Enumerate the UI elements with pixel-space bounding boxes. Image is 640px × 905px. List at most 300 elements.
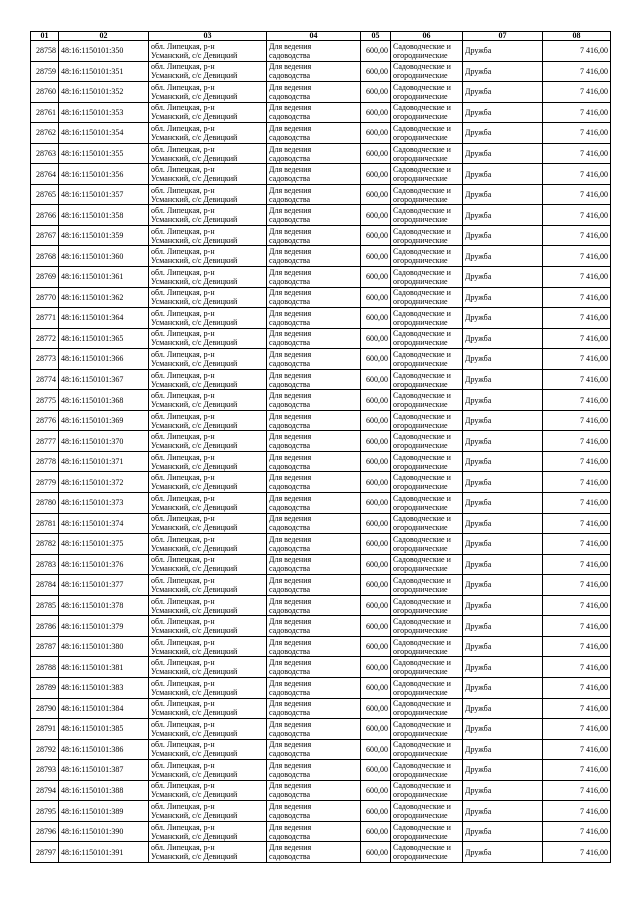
permitted-use-line-1: Для ведения xyxy=(269,452,312,462)
permitted-use-line-1: Для ведения xyxy=(269,637,312,647)
column-header-01: 01 xyxy=(31,32,59,41)
category-cell xyxy=(391,677,463,698)
cadastral-value-cell: 7 416,00 xyxy=(543,493,611,514)
permitted-use-line-1: Для ведения xyxy=(269,534,312,544)
permitted-use-line-2: садоводства xyxy=(269,174,311,184)
cadastral-value-cell: 7 416,00 xyxy=(543,328,611,349)
cadastral-number-cell: 48:16:1150101:371 xyxy=(59,451,149,472)
address-line-2: Усманский, с/с Девицкий xyxy=(151,769,238,779)
permitted-use-cell xyxy=(267,575,361,596)
address-line-1: обл. Липецкая, р-н xyxy=(151,473,215,483)
association-name-cell: Дружба xyxy=(463,184,543,205)
category-cell xyxy=(391,246,463,267)
category-cell xyxy=(391,760,463,781)
cadastral-number-cell: 48:16:1150101:351 xyxy=(59,61,149,82)
address-line-2: Усманский, с/с Девицкий xyxy=(151,215,238,225)
cadastral-value-cell: 7 416,00 xyxy=(543,575,611,596)
address-line-1: обл. Липецкая, р-н xyxy=(151,411,215,421)
category-cell xyxy=(391,657,463,678)
permitted-use-cell xyxy=(267,616,361,637)
category-line-1: Садоводческие и xyxy=(393,822,451,832)
address-line-2: Усманский, с/с Девицкий xyxy=(151,605,238,615)
category-line-1: Садоводческие и xyxy=(393,596,451,606)
permitted-use-cell xyxy=(267,41,361,62)
row-number-cell: 28778 xyxy=(31,451,59,472)
permitted-use-cell xyxy=(267,472,361,493)
permitted-use-line-1: Для ведения xyxy=(269,267,312,277)
cadastral-value-cell: 7 416,00 xyxy=(543,513,611,534)
category-line-1: Садоводческие и xyxy=(393,144,451,154)
table-row xyxy=(31,225,611,246)
cadastral-number-cell: 48:16:1150101:391 xyxy=(59,842,149,863)
permitted-use-line-1: Для ведения xyxy=(269,822,312,832)
category-line-2: огороднические xyxy=(393,523,448,533)
cadastral-value-cell: 7 416,00 xyxy=(543,143,611,164)
address-line-2: Усманский, с/с Девицкий xyxy=(151,174,238,184)
address-cell xyxy=(149,164,267,185)
table-row xyxy=(31,780,611,801)
permitted-use-line-1: Для ведения xyxy=(269,185,312,195)
permitted-use-line-2: садоводства xyxy=(269,728,311,738)
cadastral-value-cell: 7 416,00 xyxy=(543,780,611,801)
permitted-use-line-2: садоводства xyxy=(269,502,311,512)
cadastral-value-cell: 7 416,00 xyxy=(543,102,611,123)
area-cell: 600,00 xyxy=(361,390,391,411)
cadastral-value-cell: 7 416,00 xyxy=(543,184,611,205)
category-cell xyxy=(391,61,463,82)
permitted-use-line-1: Для ведения xyxy=(269,575,312,585)
cadastral-value-cell: 7 416,00 xyxy=(543,657,611,678)
category-line-2: огороднические xyxy=(393,71,448,81)
table-row xyxy=(31,575,611,596)
row-number-cell: 28792 xyxy=(31,739,59,760)
area-cell: 600,00 xyxy=(361,575,391,596)
table-row xyxy=(31,123,611,144)
column-header-04: 04 xyxy=(267,32,361,41)
category-line-2: огороднические xyxy=(393,605,448,615)
cadastral-value-cell: 7 416,00 xyxy=(543,821,611,842)
category-line-1: Садоводческие и xyxy=(393,247,451,257)
category-line-2: огороднические xyxy=(393,502,448,512)
cadastral-number-cell: 48:16:1150101:367 xyxy=(59,369,149,390)
cadastral-number-cell: 48:16:1150101:355 xyxy=(59,143,149,164)
permitted-use-cell xyxy=(267,205,361,226)
address-line-1: обл. Липецкая, р-н xyxy=(151,432,215,442)
cadastral-value-cell: 7 416,00 xyxy=(543,82,611,103)
area-cell: 600,00 xyxy=(361,554,391,575)
address-cell xyxy=(149,842,267,863)
association-name-cell: Дружба xyxy=(463,739,543,760)
column-header-07: 07 xyxy=(463,32,543,41)
cadastral-number-cell: 48:16:1150101:352 xyxy=(59,82,149,103)
address-line-1: обл. Липецкая, р-н xyxy=(151,329,215,339)
category-cell xyxy=(391,123,463,144)
table-row xyxy=(31,184,611,205)
table-header-row xyxy=(31,32,611,41)
address-line-1: обл. Липецкая, р-н xyxy=(151,165,215,175)
category-cell xyxy=(391,390,463,411)
category-cell xyxy=(391,513,463,534)
table-row xyxy=(31,369,611,390)
area-cell: 600,00 xyxy=(361,595,391,616)
permitted-use-line-1: Для ведения xyxy=(269,308,312,318)
category-line-1: Садоводческие и xyxy=(393,185,451,195)
category-line-1: Садоводческие и xyxy=(393,473,451,483)
category-cell xyxy=(391,698,463,719)
address-cell xyxy=(149,513,267,534)
permitted-use-line-2: садоводства xyxy=(269,790,311,800)
category-line-1: Садоводческие и xyxy=(393,617,451,627)
column-header-05: 05 xyxy=(361,32,391,41)
cadastral-number-cell: 48:16:1150101:358 xyxy=(59,205,149,226)
area-cell: 600,00 xyxy=(361,287,391,308)
column-header-02: 02 xyxy=(59,32,149,41)
association-name-cell: Дружба xyxy=(463,636,543,657)
address-line-2: Усманский, с/с Девицкий xyxy=(151,646,238,656)
permitted-use-line-1: Для ведения xyxy=(269,802,312,811)
association-name-cell: Дружба xyxy=(463,205,543,226)
permitted-use-line-2: садоводства xyxy=(269,297,311,307)
cadastral-value-cell: 7 416,00 xyxy=(543,205,611,226)
category-cell xyxy=(391,205,463,226)
address-line-1: обл. Липецкая, р-н xyxy=(151,760,215,770)
category-line-1: Садоводческие и xyxy=(393,740,451,750)
permitted-use-line-1: Для ведения xyxy=(269,370,312,380)
address-line-2: Усманский, с/с Девицкий xyxy=(151,687,238,697)
category-line-1: Садоводческие и xyxy=(393,391,451,401)
table-row xyxy=(31,61,611,82)
category-cell xyxy=(391,225,463,246)
association-name-cell: Дружба xyxy=(463,61,543,82)
cadastral-value-cell: 7 416,00 xyxy=(543,287,611,308)
row-number-cell: 28786 xyxy=(31,616,59,637)
cadastral-number-cell: 48:16:1150101:353 xyxy=(59,102,149,123)
association-name-cell: Дружба xyxy=(463,143,543,164)
address-line-1: обл. Липецкая, р-н xyxy=(151,41,215,51)
permitted-use-line-2: садоводства xyxy=(269,708,311,718)
address-line-1: обл. Липецкая, р-н xyxy=(151,267,215,277)
association-name-cell: Дружба xyxy=(463,287,543,308)
association-name-cell: Дружба xyxy=(463,308,543,329)
table-row xyxy=(31,719,611,740)
row-number-cell: 28760 xyxy=(31,82,59,103)
table-row xyxy=(31,390,611,411)
cadastral-number-cell: 48:16:1150101:376 xyxy=(59,554,149,575)
category-line-2: огороднические xyxy=(393,687,448,697)
category-line-2: огороднические xyxy=(393,646,448,656)
cadastral-number-cell: 48:16:1150101:381 xyxy=(59,657,149,678)
category-cell xyxy=(391,616,463,637)
permitted-use-line-1: Для ведения xyxy=(269,288,312,298)
permitted-use-line-2: садоводства xyxy=(269,626,311,636)
permitted-use-line-2: садоводства xyxy=(269,584,311,594)
permitted-use-line-1: Для ведения xyxy=(269,247,312,257)
permitted-use-cell xyxy=(267,801,361,822)
category-line-1: Садоводческие и xyxy=(393,267,451,277)
permitted-use-line-2: садоводства xyxy=(269,338,311,348)
table-row xyxy=(31,82,611,103)
address-line-2: Усманский, с/с Девицкий xyxy=(151,112,238,122)
area-cell: 600,00 xyxy=(361,267,391,288)
area-cell: 600,00 xyxy=(361,410,391,431)
row-number-cell: 28790 xyxy=(31,698,59,719)
row-number-cell: 28770 xyxy=(31,287,59,308)
category-line-2: огороднические xyxy=(393,276,448,286)
association-name-cell: Дружба xyxy=(463,575,543,596)
address-line-1: обл. Липецкая, р-н xyxy=(151,637,215,647)
address-line-2: Усманский, с/с Девицкий xyxy=(151,728,238,738)
cadastral-number-cell: 48:16:1150101:362 xyxy=(59,287,149,308)
category-line-2: огороднические xyxy=(393,482,448,492)
permitted-use-line-1: Для ведения xyxy=(269,165,312,175)
category-line-2: огороднические xyxy=(393,379,448,389)
address-cell xyxy=(149,82,267,103)
permitted-use-cell xyxy=(267,225,361,246)
permitted-use-line-2: садоводства xyxy=(269,769,311,779)
category-line-1: Садоводческие и xyxy=(393,534,451,544)
area-cell: 600,00 xyxy=(361,801,391,822)
address-cell xyxy=(149,636,267,657)
cadastral-number-cell: 48:16:1150101:350 xyxy=(59,41,149,62)
column-header-06: 06 xyxy=(391,32,463,41)
address-line-1: обл. Липецкая, р-н xyxy=(151,226,215,236)
permitted-use-line-2: садоводства xyxy=(269,379,311,389)
address-line-2: Усманский, с/с Девицкий xyxy=(151,626,238,636)
address-cell xyxy=(149,102,267,123)
cadastral-number-cell: 48:16:1150101:375 xyxy=(59,534,149,555)
category-cell xyxy=(391,328,463,349)
row-number-cell: 28776 xyxy=(31,410,59,431)
permitted-use-line-2: садоводства xyxy=(269,194,311,204)
category-line-1: Садоводческие и xyxy=(393,370,451,380)
address-line-1: обл. Липецкая, р-н xyxy=(151,575,215,585)
cadastral-value-cell: 7 416,00 xyxy=(543,554,611,575)
address-line-2: Усманский, с/с Девицкий xyxy=(151,831,238,841)
land-plots-table xyxy=(30,31,611,863)
category-cell xyxy=(391,184,463,205)
address-cell xyxy=(149,287,267,308)
category-cell xyxy=(391,636,463,657)
permitted-use-line-2: садоводства xyxy=(269,441,311,451)
cadastral-number-cell: 48:16:1150101:366 xyxy=(59,349,149,370)
permitted-use-line-1: Для ведения xyxy=(269,781,312,791)
permitted-use-line-2: садоводства xyxy=(269,215,311,225)
address-line-2: Усманский, с/с Девицкий xyxy=(151,790,238,800)
cadastral-number-cell: 48:16:1150101:360 xyxy=(59,246,149,267)
permitted-use-line-2: садоводства xyxy=(269,605,311,615)
category-line-1: Садоводческие и xyxy=(393,575,451,585)
category-line-2: огороднические xyxy=(393,852,448,862)
address-line-1: обл. Липецкая, р-н xyxy=(151,185,215,195)
association-name-cell: Дружба xyxy=(463,760,543,781)
table-row xyxy=(31,493,611,514)
cadastral-value-cell: 7 416,00 xyxy=(543,267,611,288)
category-line-2: огороднические xyxy=(393,420,448,430)
permitted-use-line-2: садоводства xyxy=(269,523,311,533)
address-line-2: Усманский, с/с Девицкий xyxy=(151,400,238,410)
address-cell xyxy=(149,246,267,267)
permitted-use-line-1: Для ведения xyxy=(269,349,312,359)
category-line-2: огороднические xyxy=(393,297,448,307)
association-name-cell: Дружба xyxy=(463,821,543,842)
address-line-2: Усманский, с/с Девицкий xyxy=(151,358,238,368)
category-line-2: огороднические xyxy=(393,667,448,677)
category-line-2: огороднические xyxy=(393,831,448,841)
category-line-2: огороднические xyxy=(393,708,448,718)
category-line-1: Садоводческие и xyxy=(393,123,451,133)
association-name-cell: Дружба xyxy=(463,657,543,678)
cadastral-value-cell: 7 416,00 xyxy=(543,369,611,390)
category-line-2: огороднические xyxy=(393,461,448,471)
row-number-cell: 28765 xyxy=(31,184,59,205)
permitted-use-cell xyxy=(267,308,361,329)
area-cell: 600,00 xyxy=(361,636,391,657)
address-line-2: Усманский, с/с Девицкий xyxy=(151,132,238,142)
permitted-use-line-2: садоводства xyxy=(269,461,311,471)
area-cell: 600,00 xyxy=(361,102,391,123)
association-name-cell: Дружба xyxy=(463,102,543,123)
category-line-1: Садоводческие и xyxy=(393,452,451,462)
area-cell: 600,00 xyxy=(361,246,391,267)
cadastral-number-cell: 48:16:1150101:356 xyxy=(59,164,149,185)
category-line-1: Садоводческие и xyxy=(393,514,451,524)
category-cell xyxy=(391,41,463,62)
address-line-2: Усманский, с/с Девицкий xyxy=(151,502,238,512)
table-row xyxy=(31,698,611,719)
association-name-cell: Дружба xyxy=(463,616,543,637)
category-line-2: огороднические xyxy=(393,215,448,225)
category-line-1: Садоводческие и xyxy=(393,658,451,668)
address-line-2: Усманский, с/с Девицкий xyxy=(151,564,238,574)
table-row xyxy=(31,842,611,863)
address-cell xyxy=(149,61,267,82)
table-row xyxy=(31,349,611,370)
permitted-use-cell xyxy=(267,739,361,760)
address-cell xyxy=(149,780,267,801)
address-line-1: обл. Липецкая, р-н xyxy=(151,822,215,832)
cadastral-number-cell: 48:16:1150101:374 xyxy=(59,513,149,534)
cadastral-number-cell: 48:16:1150101:369 xyxy=(59,410,149,431)
area-cell: 600,00 xyxy=(361,82,391,103)
permitted-use-cell xyxy=(267,123,361,144)
category-line-1: Садоводческие и xyxy=(393,637,451,647)
category-line-2: огороднические xyxy=(393,153,448,163)
permitted-use-line-1: Для ведения xyxy=(269,514,312,524)
category-cell xyxy=(391,164,463,185)
category-cell xyxy=(391,431,463,452)
permitted-use-line-2: садоводства xyxy=(269,358,311,368)
association-name-cell: Дружба xyxy=(463,164,543,185)
row-number-cell: 28777 xyxy=(31,431,59,452)
row-number-cell: 28769 xyxy=(31,267,59,288)
category-line-2: огороднические xyxy=(393,338,448,348)
permitted-use-cell xyxy=(267,595,361,616)
row-number-cell: 28775 xyxy=(31,390,59,411)
row-number-cell: 28764 xyxy=(31,164,59,185)
permitted-use-line-1: Для ведения xyxy=(269,678,312,688)
permitted-use-line-1: Для ведения xyxy=(269,206,312,216)
address-line-2: Усманский, с/с Девицкий xyxy=(151,91,238,101)
area-cell: 600,00 xyxy=(361,225,391,246)
address-cell xyxy=(149,677,267,698)
category-cell xyxy=(391,554,463,575)
cadastral-number-cell: 48:16:1150101:359 xyxy=(59,225,149,246)
address-cell xyxy=(149,451,267,472)
category-line-1: Садоводческие и xyxy=(393,226,451,236)
permitted-use-line-1: Для ведения xyxy=(269,411,312,421)
permitted-use-line-1: Для ведения xyxy=(269,699,312,709)
address-line-2: Усманский, с/с Девицкий xyxy=(151,276,238,286)
cadastral-number-cell: 48:16:1150101:373 xyxy=(59,493,149,514)
address-line-1: обл. Липецкая, р-н xyxy=(151,288,215,298)
permitted-use-line-2: садоводства xyxy=(269,132,311,142)
address-line-2: Усманский, с/с Девицкий xyxy=(151,420,238,430)
association-name-cell: Дружба xyxy=(463,123,543,144)
association-name-cell: Дружба xyxy=(463,780,543,801)
permitted-use-line-1: Для ведения xyxy=(269,843,312,853)
category-line-1: Садоводческие и xyxy=(393,206,451,216)
area-cell: 600,00 xyxy=(361,431,391,452)
address-line-2: Усманский, с/с Девицкий xyxy=(151,256,238,266)
permitted-use-line-1: Для ведения xyxy=(269,144,312,154)
category-line-2: огороднические xyxy=(393,235,448,245)
cadastral-value-cell: 7 416,00 xyxy=(543,308,611,329)
row-number-cell: 28767 xyxy=(31,225,59,246)
row-number-cell: 28768 xyxy=(31,246,59,267)
address-cell xyxy=(149,369,267,390)
category-cell xyxy=(391,821,463,842)
association-name-cell: Дружба xyxy=(463,595,543,616)
association-name-cell: Дружба xyxy=(463,390,543,411)
category-line-1: Садоводческие и xyxy=(393,41,451,51)
cadastral-value-cell: 7 416,00 xyxy=(543,534,611,555)
row-number-cell: 28759 xyxy=(31,61,59,82)
permitted-use-cell xyxy=(267,698,361,719)
category-cell xyxy=(391,102,463,123)
category-line-1: Садоводческие и xyxy=(393,699,451,709)
address-cell xyxy=(149,349,267,370)
cadastral-value-cell: 7 416,00 xyxy=(543,451,611,472)
permitted-use-cell xyxy=(267,513,361,534)
address-line-2: Усманский, с/с Девицкий xyxy=(151,235,238,245)
association-name-cell: Дружба xyxy=(463,82,543,103)
table-row xyxy=(31,41,611,62)
category-line-1: Садоводческие и xyxy=(393,719,451,729)
permitted-use-line-2: садоводства xyxy=(269,852,311,862)
association-name-cell: Дружба xyxy=(463,225,543,246)
address-cell xyxy=(149,821,267,842)
cadastral-number-cell: 48:16:1150101:389 xyxy=(59,801,149,822)
address-cell xyxy=(149,472,267,493)
table-row xyxy=(31,472,611,493)
row-number-cell: 28758 xyxy=(31,41,59,62)
category-line-2: огороднические xyxy=(393,543,448,553)
cadastral-value-cell: 7 416,00 xyxy=(543,677,611,698)
table-row xyxy=(31,513,611,534)
category-cell xyxy=(391,801,463,822)
row-number-cell: 28784 xyxy=(31,575,59,596)
row-number-cell: 28774 xyxy=(31,369,59,390)
category-line-2: огороднические xyxy=(393,749,448,759)
table-row xyxy=(31,451,611,472)
area-cell: 600,00 xyxy=(361,760,391,781)
area-cell: 600,00 xyxy=(361,842,391,863)
address-cell xyxy=(149,493,267,514)
category-line-2: огороднические xyxy=(393,584,448,594)
address-line-1: обл. Липецкая, р-н xyxy=(151,555,215,565)
address-line-1: обл. Липецкая, р-н xyxy=(151,596,215,606)
permitted-use-cell xyxy=(267,780,361,801)
